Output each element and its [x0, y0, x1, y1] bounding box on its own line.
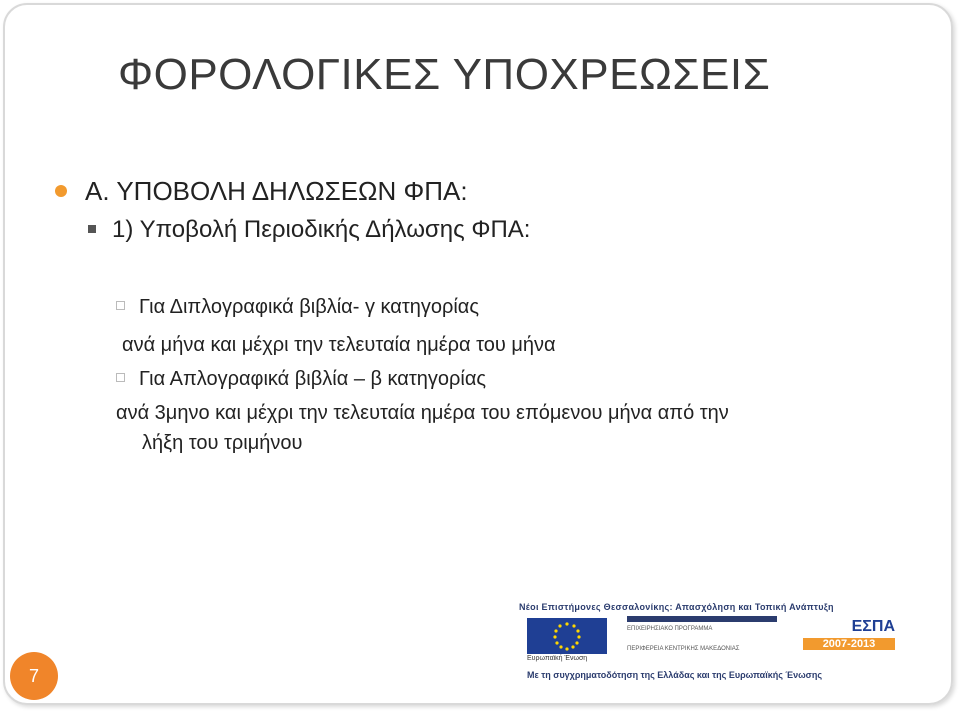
bullet-item2-text: Για Απλογραφικά βιβλία – β κατηγορίας — [139, 368, 487, 390]
bullet-item1-continuation: ανά μήνα και μέχρι την τελευταία ημέρα του μήνα — [122, 334, 556, 356]
bullet-item2 — [116, 368, 486, 391]
bullet-item2-continuation-2: λήξη του τριμήνου — [142, 432, 303, 454]
square-bullet-icon — [88, 225, 96, 233]
bullet-level1 — [55, 176, 468, 207]
bullet-item1 — [116, 296, 479, 319]
hollow-square-bullet-icon — [116, 373, 125, 382]
eu-flag-icon — [527, 618, 607, 654]
bullet-level2-text: 1) Υποβολή Περιοδικής Δήλωσης ΦΠΑ: — [112, 216, 531, 243]
slide-title: ΦΟΡΟΛΟΓΙΚΕΣ ΥΠΟΧΡΕΩΣΕΙΣ — [118, 50, 771, 99]
page-number-badge: 7 — [10, 652, 58, 700]
espa-years: 2007-2013 — [803, 638, 895, 650]
espa-title: ΕΣΠΑ — [851, 618, 895, 635]
funding-logos — [515, 600, 915, 690]
orange-bullet-icon — [55, 185, 67, 197]
bullet-level1-text: Α. ΥΠΟΒΟΛΗ ΔΗΛΩΣΕΩΝ ΦΠΑ: — [85, 176, 468, 206]
hollow-square-bullet-icon — [116, 301, 125, 310]
eu-label: Ευρωπαϊκή Ένωση — [527, 655, 588, 662]
bullet-item2-continuation: ανά 3μηνο και μέχρι την τελευταία ημέρα του επόμενου μήνα από την — [116, 402, 729, 424]
programme-logo — [627, 616, 777, 664]
project-line: Νέοι Επιστήμονες Θεσσαλονίκης: Απασχόληση και Τοπική Ανάπτυξη — [519, 602, 834, 612]
bullet-item1-text: Για Διπλογραφικά βιβλία- γ κατηγορίας — [139, 296, 479, 318]
funding-line: Με τη συγχρηματοδότηση της Ελλάδας και της Ευρωπαϊκής Ένωσης — [527, 670, 823, 680]
programme-text: ΕΠΙΧΕΙΡΗΣΙΑΚΟ ΠΡΟΓΡΑΜΜΑ — [627, 626, 713, 632]
region-text: ΠΕΡΙΦΕΡΕΙΑ ΚΕΝΤΡΙΚΗΣ ΜΑΚΕΔΟΝΙΑΣ — [627, 646, 740, 652]
bullet-level2 — [88, 216, 530, 244]
espa-logo — [803, 618, 895, 660]
programme-bar — [627, 616, 777, 622]
